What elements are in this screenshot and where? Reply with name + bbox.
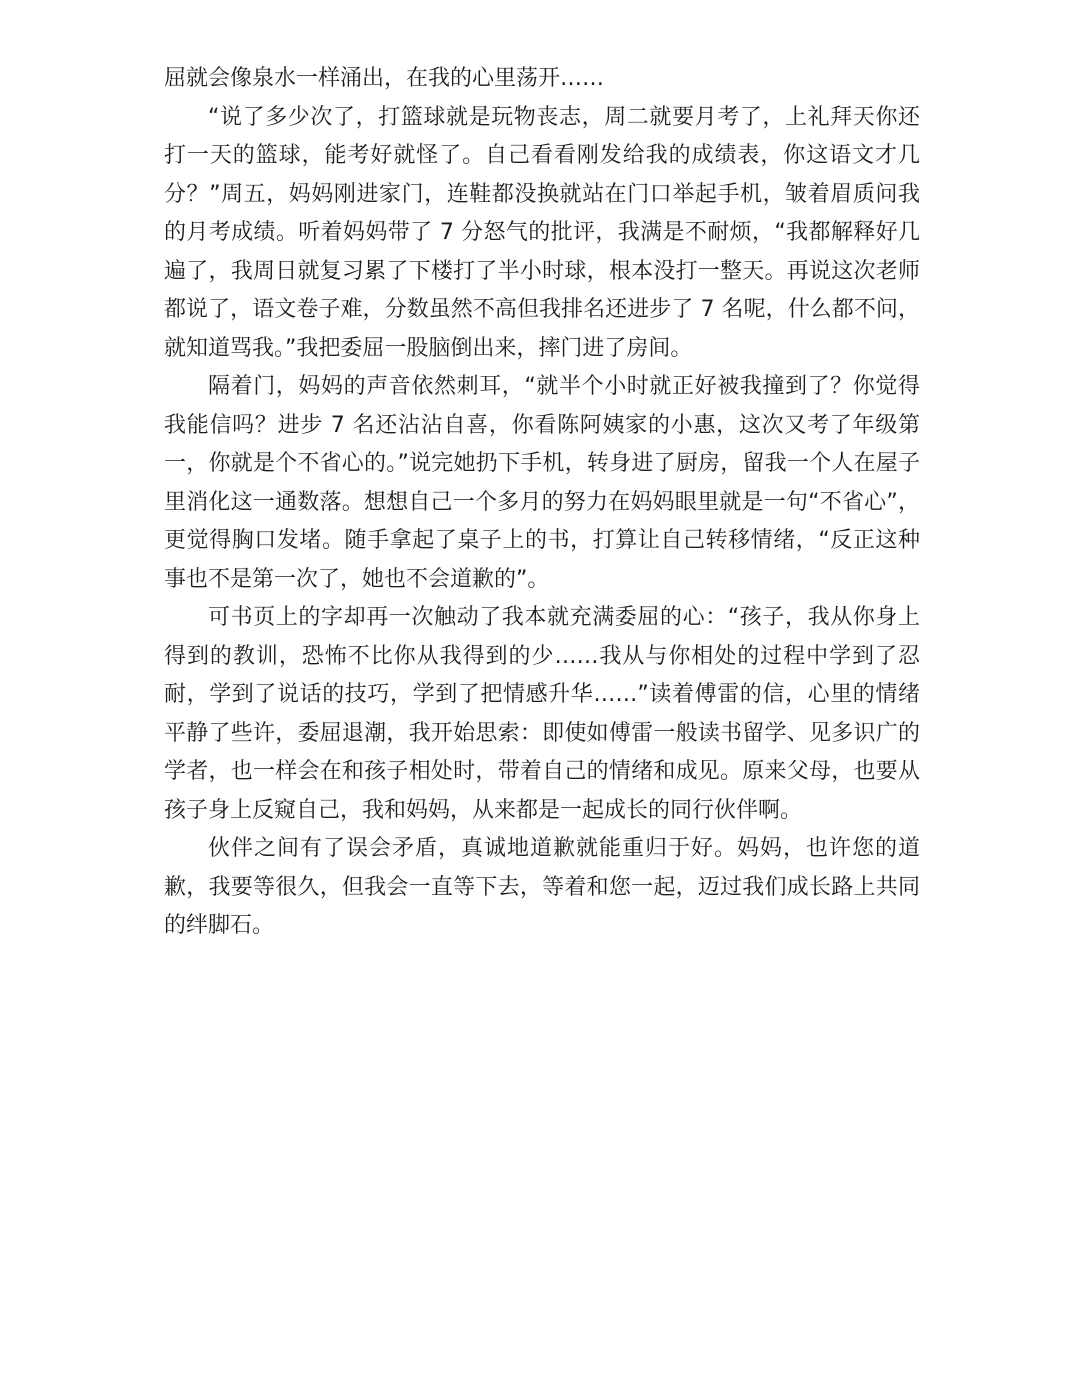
- essay-body: [164, 60, 920, 946]
- paragraph-continuation: 屈就会像泉水一样涌出，在我的心里荡开……: [164, 66, 605, 91]
- paragraph-conclusion: 伙伴之间有了误会矛盾，真诚地道歉就能重归于好。妈妈，也许您的道歉，我要等很久，但我会一直等下去，等着和您一起，迈过我们成长路上共同的绊脚石。: [164, 836, 920, 938]
- paragraph-argument: “说了多少次了，打篮球就是玩物丧志，周二就要月考了，上礼拜天你还打一天的篮球，能考好就怪了。自己看看刚发给我的成绩表，你这语文才几分？”周五，妈妈刚进家门，连鞋都没换就站在门口举起手机，皱着眉质问我的月考成绩。听着妈妈带了 7 分怒气的批评，我满是不耐烦，“我都解释好几遍了，我周日就复习累了下楼打了半小时球，根本没打一整天。再说这次老师都说了，语文卷子难，分数虽然不高但我排名还进步了 7 名呢，什么都不问，就知道骂我。”我把委屈一股脑倒出来，摔门进了房间。: [164, 104, 920, 361]
- paragraph-behind-door: 隔着门，妈妈的声音依然刺耳，“就半个小时就正好被我撞到了？你觉得我能信吗？进步 7 名还沾沾自喜，你看陈阿姨家的小惠，这次又考了年级第一，你就是个不省心的。”说完她扔下手机，转身进了厨房，留我一个人在屋子里消化这一通数落。想想自己一个多月的努力在妈妈眼里就是一句“不省心”，更觉得胸口发堵。随手拿起了桌子上的书，打算让自己转移情绪，“反正这种事也不是第一次了，她也不会道歉的”。: [164, 374, 920, 592]
- paragraph-fu-lei-letter: 可书页上的字却再一次触动了我本就充满委屈的心：“孩子，我从你身上得到的教训，恐怖不比你从我得到的少……我从与你相处的过程中学到了忍耐，学到了说话的技巧，学到了把情感升华……”读着傅雷的信，心里的情绪平静了些许，委屈退潮，我开始思索：即使如傅雷一般读书留学、见多识广的学者，也一样会在和孩子相处时，带着自己的情绪和成见。原来父母，也要从孩子身上反窥自己，我和妈妈，从来都是一起成长的同行伙伴啊。: [164, 605, 920, 823]
